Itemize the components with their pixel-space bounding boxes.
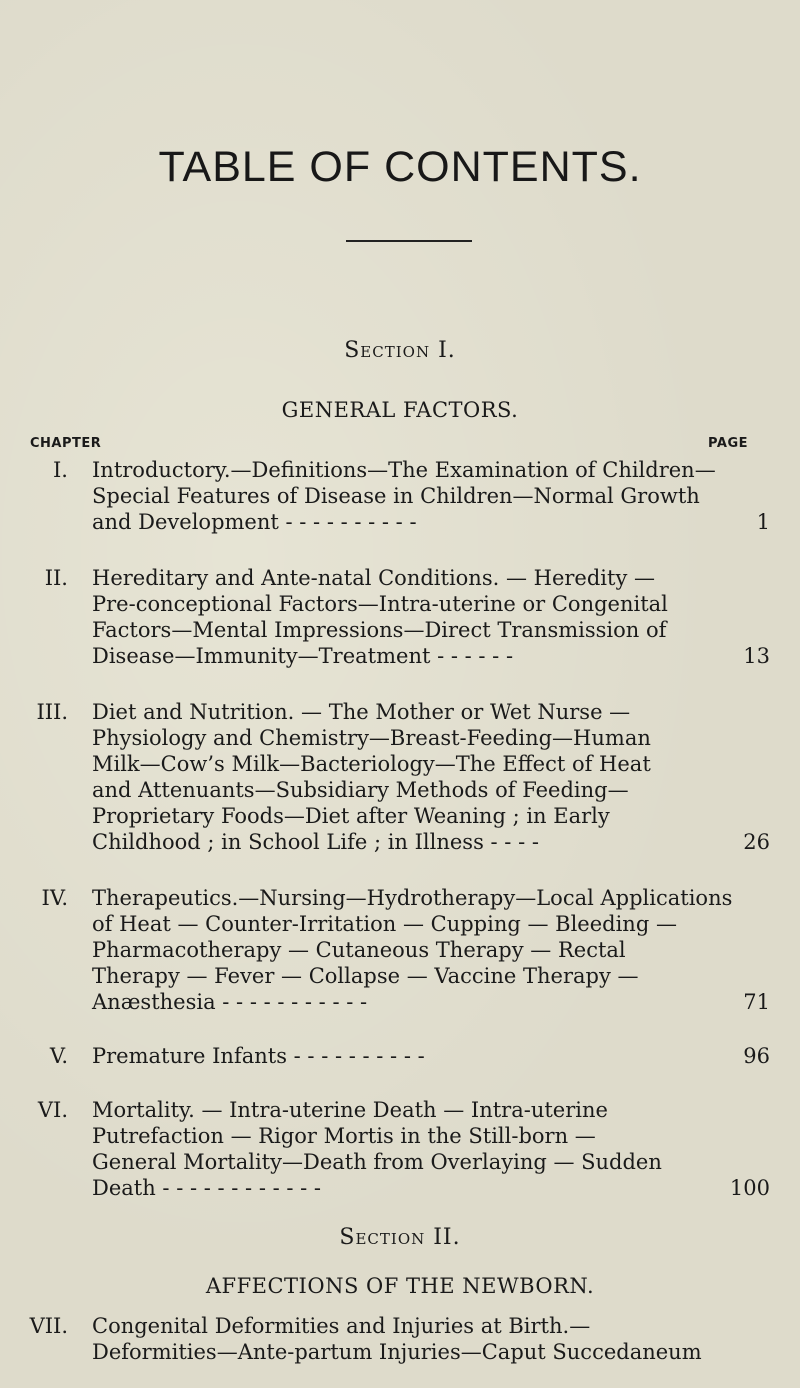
chapter-line: Diet and Nutrition. — The Mother or Wet Nurse — [92,700,631,724]
chapter-line: Factors—Mental Impressions—Direct Transmission of [92,618,667,642]
chapter-description [92,699,682,855]
chapter-line: Death - - - - - - - - - - - - [92,1176,322,1200]
page-column-label: PAGE [708,436,748,451]
page-number: 13 [743,644,770,668]
chapter-description [92,565,682,669]
chapter-line: Congenital Deformities and Injuries at Birth.— [92,1314,591,1338]
page-number: 100 [729,1176,770,1200]
chapter-description [92,1097,682,1201]
chapter-number: V. [49,1044,68,1068]
section-1-heading: Section I. [344,338,456,363]
chapter-number: II. [44,566,68,590]
chapter-number: VI. [37,1098,68,1122]
chapter-line: and Attenuants—Subsidiary Methods of Feeding— [92,778,629,802]
chapter-column-label: CHAPTER [30,436,102,451]
section-2-subtitle: AFFECTIONS OF THE NEWBORN. [205,1274,595,1298]
chapter-line: Milk—Cow’s Milk—Bacteriology—The Effect of Heat [92,752,651,776]
chapter-line: Disease—Immunity—Treatment - - - - - - [92,644,514,668]
chapter-description [92,1313,702,1365]
chapter-line: Pre-conceptional Factors—Intra-uterine or Congenital [92,592,668,616]
chapter-number: I. [53,458,68,482]
page-number: 1 [756,510,770,534]
chapter-line: and Development - - - - - - - - - - [92,510,417,534]
chapter-line: Mortality. — Intra-uterine Death — Intra-uterine [92,1098,608,1122]
chapter-number: III. [36,700,68,724]
chapter-description [92,1043,682,1069]
chapter-line: Deformities—Ante-partum Injuries—Caput Succedaneum [92,1340,702,1364]
chapter-line: Physiology and Chemistry—Breast-Feeding—Human [92,726,651,750]
chapter-line: Proprietary Foods—Diet after Weaning ; in Early [92,804,610,828]
chapter-line: of Heat — Counter-Irritation — Cupping — Bleeding — [92,912,677,936]
chapter-line: Introductory.—Definitions—The Examination of Children— [92,458,716,482]
chapter-line: Special Features of Disease in Children—Normal Growth [92,484,700,508]
chapter-line: Childhood ; in School Life ; in Illness - - - - [92,830,539,854]
page-number: 96 [743,1044,770,1068]
section-2-heading: Section II. [339,1225,461,1250]
chapter-line: Therapy — Fever — Collapse — Vaccine Therapy — [92,964,639,988]
chapter-line: Hereditary and Ante-natal Conditions. — Heredity — [92,566,655,590]
chapter-line: General Mortality—Death from Overlaying — Sudden [92,1150,662,1174]
chapter-line: Therapeutics.—Nursing—Hydrotherapy—Local Applications [92,886,733,910]
chapter-description [92,457,716,535]
page-title: TABLE OF CONTENTS. [158,143,642,191]
chapter-line: Pharmacotherapy — Cutaneous Therapy — Rectal [92,938,626,962]
page-number: 26 [743,830,770,854]
title-rule [346,240,472,242]
chapter-line: Premature Infants - - - - - - - - - - [92,1044,425,1068]
section-1-subtitle: GENERAL FACTORS. [281,398,519,422]
chapter-line: Anæsthesia - - - - - - - - - - - [92,990,368,1014]
chapter-number: VII. [29,1314,68,1338]
page-number: 71 [743,990,770,1014]
chapter-line: Putrefaction — Rigor Mortis in the Still-born — [92,1124,596,1148]
chapter-number: IV. [41,886,68,910]
chapter-description [92,885,733,1015]
